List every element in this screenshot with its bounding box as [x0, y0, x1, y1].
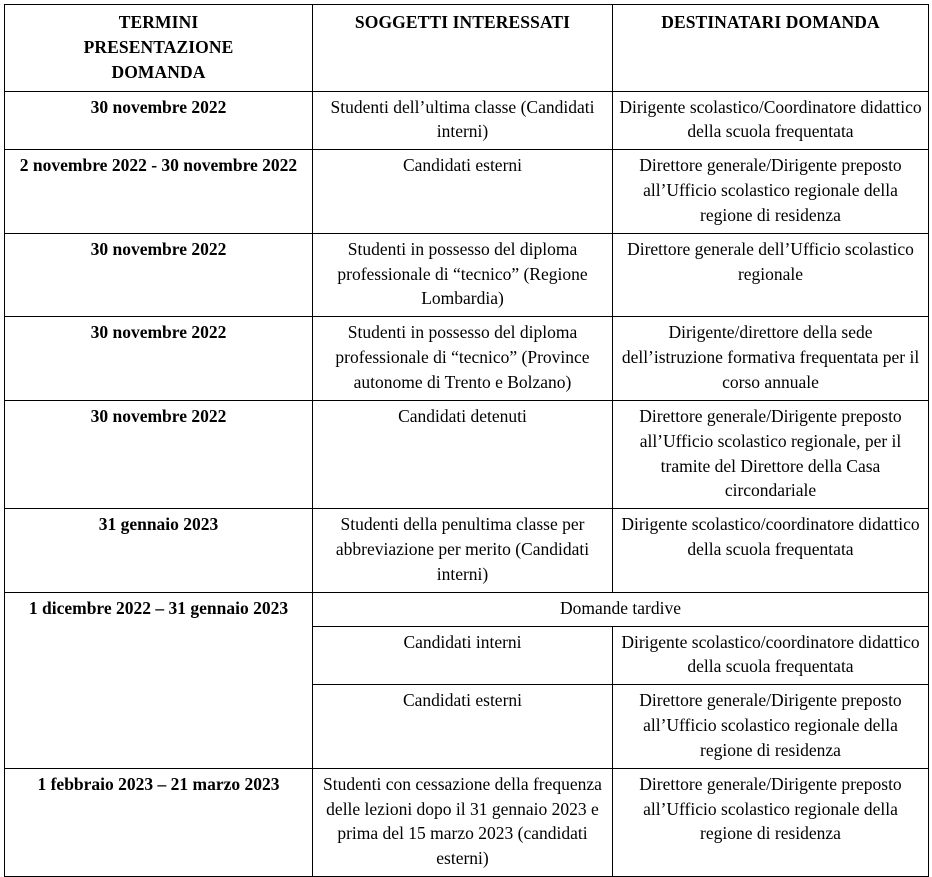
cell-termini: 1 febbraio 2023 – 21 marzo 2023 — [5, 768, 313, 876]
cell-destinatari: Direttore generale dell’Ufficio scolastico regionale — [613, 233, 929, 317]
cell-soggetti: Candidati detenuti — [313, 400, 613, 508]
cell-soggetti: Studenti della penultima classe per abbreviazione per merito (Candidati interni) — [313, 509, 613, 593]
cell-termini: 31 gennaio 2023 — [5, 509, 313, 593]
cell-soggetti: Studenti in possesso del diploma professionale di “tecnico” (Regione Lombardia) — [313, 233, 613, 317]
column-header-destinatari: DESTINATARI DOMANDA — [613, 5, 929, 92]
table-row — [5, 150, 929, 234]
table-row-domande-tardive-banner — [5, 592, 929, 626]
table-row — [5, 400, 929, 508]
cell-destinatari: Dirigente scolastico/coordinatore didattico della scuola frequentata — [613, 509, 929, 593]
cell-termini: 30 novembre 2022 — [5, 91, 313, 150]
cell-termini: 30 novembre 2022 — [5, 400, 313, 508]
table-row — [5, 509, 929, 593]
column-header-termini-line-3: DOMANDA — [111, 61, 206, 82]
cell-termini: 30 novembre 2022 — [5, 317, 313, 401]
column-header-termini-line-1: TERMINI — [118, 12, 199, 32]
table-header-row — [5, 5, 929, 92]
cell-domande-tardive-banner: Domande tardive — [313, 592, 929, 626]
cell-destinatari: Direttore generale/Dirigente preposto all’Ufficio scolastico regionale della regione di residenza — [613, 150, 929, 234]
cell-soggetti: Studenti dell’ultima classe (Candidati interni) — [313, 91, 613, 150]
cell-soggetti: Studenti in possesso del diploma professionale di “tecnico” (Province autonome di Trento e Bolzano) — [313, 317, 613, 401]
cell-destinatari: Dirigente scolastico/Coordinatore didattico della scuola frequentata — [613, 91, 929, 150]
cell-soggetti: Candidati interni — [313, 626, 613, 685]
cell-termini-merged-domande-tardive: 1 dicembre 2022 – 31 gennaio 2023 — [5, 592, 313, 768]
cell-destinatari: Dirigente/direttore della sede dell’istruzione formativa frequentata per il corso annuale — [613, 317, 929, 401]
cell-soggetti: Studenti con cessazione della frequenza delle lezioni dopo il 31 gennaio 2023 e prima del 15 marzo 2023 (candidati esterni) — [313, 768, 613, 876]
cell-soggetti: Candidati esterni — [313, 685, 613, 769]
termini-presentazione-domanda-table — [4, 4, 929, 877]
cell-termini: 2 novembre 2022 - 30 novembre 2022 — [5, 150, 313, 234]
cell-soggetti: Candidati esterni — [313, 150, 613, 234]
column-header-termini — [5, 5, 313, 92]
cell-destinatari: Direttore generale/Dirigente preposto all’Ufficio scolastico regionale della regione di residenza — [613, 768, 929, 876]
column-header-termini-line-2: PRESENTAZIONE — [83, 36, 234, 57]
cell-destinatari: Direttore generale/Dirigente preposto all’Ufficio scolastico regionale, per il tramite del Direttore della Casa circondariale — [613, 400, 929, 508]
table-body — [5, 91, 929, 877]
table-row — [5, 768, 929, 876]
table-row — [5, 91, 929, 150]
cell-destinatari: Dirigente scolastico/coordinatore didattico della scuola frequentata — [613, 626, 929, 685]
cell-termini: 30 novembre 2022 — [5, 233, 313, 317]
cell-destinatari: Direttore generale/Dirigente preposto all’Ufficio scolastico regionale della regione di residenza — [613, 685, 929, 769]
table-header — [5, 5, 929, 92]
table-row — [5, 233, 929, 317]
table-row — [5, 317, 929, 401]
column-header-soggetti: SOGGETTI INTERESSATI — [313, 5, 613, 92]
